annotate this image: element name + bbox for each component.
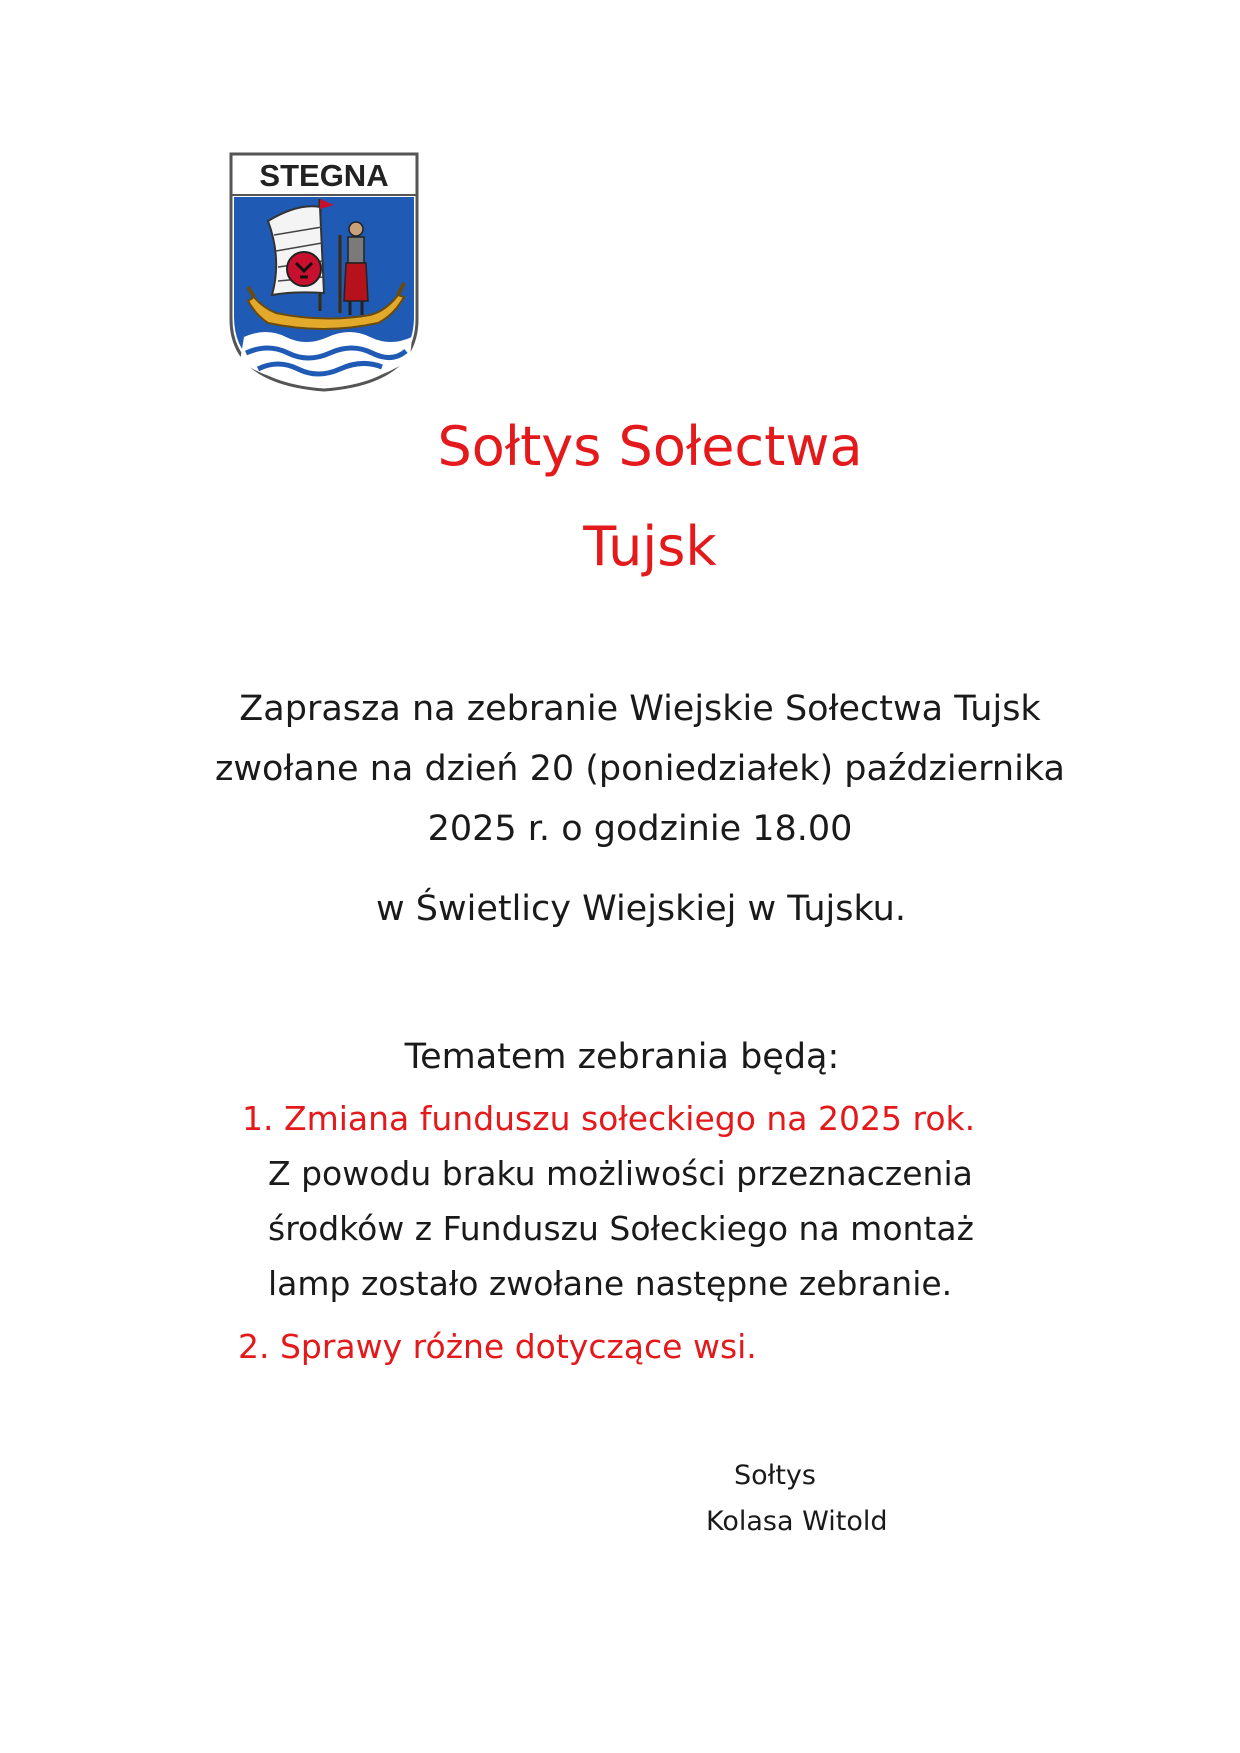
signature-role: Sołtys	[734, 1460, 816, 1491]
title-line-2: Tujsk	[583, 515, 717, 578]
invitation-line-2: zwołane na dzień 20 (poniedziałek) października	[215, 749, 1065, 789]
invitation-location: w Świetlicy Wiejskiej w Tujsku.	[376, 889, 906, 929]
agenda-item-1-detail-3: lamp zostało zwołane następne zebranie.	[268, 1264, 953, 1303]
agenda-item-1: 1. Zmiana funduszu sołeckiego na 2025 rok.	[242, 1099, 976, 1138]
agenda-heading: Tematem zebrania będą:	[404, 1037, 840, 1077]
signature-name: Kolasa Witold	[706, 1506, 888, 1537]
agenda-item-1-detail-1: Z powodu braku możliwości przeznaczenia	[268, 1154, 973, 1193]
agenda-item-2: 2. Sprawy różne dotyczące wsi.	[238, 1327, 757, 1366]
invitation-line-1: Zaprasza na zebranie Wiejskie Sołectwa Tujsk	[239, 689, 1041, 729]
stegna-crest-icon	[228, 151, 420, 393]
title-line-1: Sołtys Sołectwa	[437, 415, 863, 478]
agenda-item-1-detail-2: środków z Funduszu Sołeckiego na montaż	[268, 1209, 974, 1248]
crest-label: STEGNA	[259, 158, 389, 193]
invitation-line-3: 2025 r. o godzinie 18.00	[427, 809, 853, 849]
